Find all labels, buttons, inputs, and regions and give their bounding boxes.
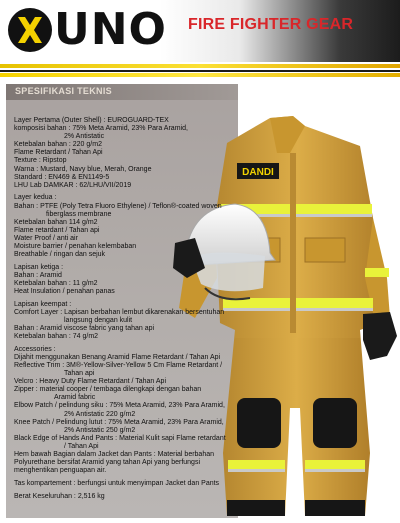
spec-line: fiberglass membrane xyxy=(46,210,112,218)
spec-line: Moisture barrier / penahan kelembaban xyxy=(14,243,137,250)
spec-line: Knee Patch / Pelindung lutut : 75% Meta Aramid, 23% Para Aramid, xyxy=(14,418,224,426)
glove-right xyxy=(363,312,397,360)
spec-line: Berat Keseluruhan : 2,516 kg xyxy=(14,492,105,500)
spec-line: Ketebalan bahan 114 g/m2 xyxy=(14,218,98,226)
spec-line: Accessories : xyxy=(14,345,56,353)
spec-line: Flame retardant / Tahan api xyxy=(14,226,100,234)
spec-line: langsung dengan kulit xyxy=(64,316,133,324)
spec-section xyxy=(14,480,254,488)
yellow-stripe-top xyxy=(0,64,400,68)
spec-line: Standard : EN469 & EN1149-5 xyxy=(14,173,110,181)
spec-line: Layer Pertama (Outer Shell) : EUROGUARD-TEX xyxy=(14,117,169,124)
spec-line: komposisi bahan : 75% Meta Aramid, 23% Para Aramid, xyxy=(14,125,188,133)
spec-line: Lapisan ketiga : xyxy=(14,263,64,271)
spec-line: Flame Retardant / Tahan Api xyxy=(14,149,103,157)
spec-line: Heat Insulation / penahan panas xyxy=(14,288,115,296)
spec-line: 2% Antistatic 250 g/m2 xyxy=(64,426,136,434)
spec-line: 2% Antistatic xyxy=(64,133,105,141)
yellow-stripe-bottom xyxy=(0,73,400,77)
name-tag-text: DANDI xyxy=(242,167,274,178)
spec-line: 2% Antistatic 220 g/m2 xyxy=(64,410,136,418)
spec-line: Black Edge of Hands And Pants : Material Kulit sapi Flame retardant xyxy=(14,434,226,442)
spec-section xyxy=(14,493,254,501)
spec-line: Velcro : Heavy Duty Flame Retardant / Tahan Api xyxy=(14,378,167,386)
spec-line: menghentikan penguapan air. xyxy=(14,467,107,475)
spec-line: Bahan : Aramid xyxy=(14,271,62,279)
spec-content xyxy=(14,117,254,505)
product-title: FIRE FIGHTER GEAR xyxy=(188,16,354,33)
spec-line: Tas kompartement : berfungsi untuk menyimpan Jacket dan Pants xyxy=(14,479,220,487)
spec-section xyxy=(14,264,254,296)
spec-line: Bahan : Aramid viscose fabric yang tahan api xyxy=(14,325,155,333)
spec-line: Ketebalan bahan : 11 g/m2 xyxy=(14,279,98,287)
spec-line: Dijahit menggunakan Benang Aramid Flame Retardant / Tahan Api xyxy=(14,353,221,361)
spec-line: Texture : Ripstop xyxy=(14,157,67,165)
spec-line: Ketebalan bahan : 74 g/m2 xyxy=(14,333,99,341)
spec-line: Ketebalan bahan : 220 g/m2 xyxy=(14,141,102,149)
spec-line: Warna : Mustard, Navy blue, Merah, Orange xyxy=(14,165,152,173)
spec-line: Bahan : PTFE (Poly Tetra Fluoro Ethylene) / Teflon®-coated woven xyxy=(14,202,222,210)
spec-line: Comfort Layer : Lapisan berbahan lembut dikarenakan bersentuhan xyxy=(14,308,225,316)
spec-header-label: SPESIFIKASI TEKNIS xyxy=(15,86,112,96)
spec-line: Aramid fabric xyxy=(54,394,96,402)
spec-line: LHU Lab DAMKAR : 62/LHU/VII/2019 xyxy=(14,181,132,189)
spec-section xyxy=(14,346,254,476)
logo-text: UNO xyxy=(54,4,167,55)
x-logo-icon xyxy=(8,8,52,52)
spec-section xyxy=(14,117,254,190)
spec-line: Tahan api xyxy=(64,370,95,378)
spec-line: Hem bawah Bagian dalam Jacket dan Pants : Material berbahan xyxy=(14,451,215,459)
spec-line: Water Proof / anti air xyxy=(14,234,78,242)
spec-line: Elbow Patch / pelindung siku : 75% Meta Aramid, 23% Para Aramid, xyxy=(14,402,225,410)
spec-section xyxy=(14,301,254,341)
knee-patch-right xyxy=(313,398,357,448)
spec-section xyxy=(14,194,254,259)
spec-line: Breathable / ringan dan sejuk xyxy=(14,251,106,259)
spec-line: Reflective Trim : 3M®-Yellow-Silver-Yellow 5 Cm Flame Retardant / xyxy=(14,362,223,369)
spec-line: Layer kedua : xyxy=(14,194,57,202)
spec-line: Zipper : material cooper / tembaga dilengkapi dengan bahan xyxy=(14,386,202,394)
spec-line: Lapisan keempat : xyxy=(14,300,72,308)
spec-line: / Tahan Api xyxy=(64,442,99,450)
spec-line: Polyurethane bersifat Aramid yang tahan Api yang berfungsi xyxy=(14,459,201,467)
spec-header xyxy=(6,84,238,100)
black-stripe xyxy=(0,70,400,72)
uno-logo xyxy=(8,3,167,57)
